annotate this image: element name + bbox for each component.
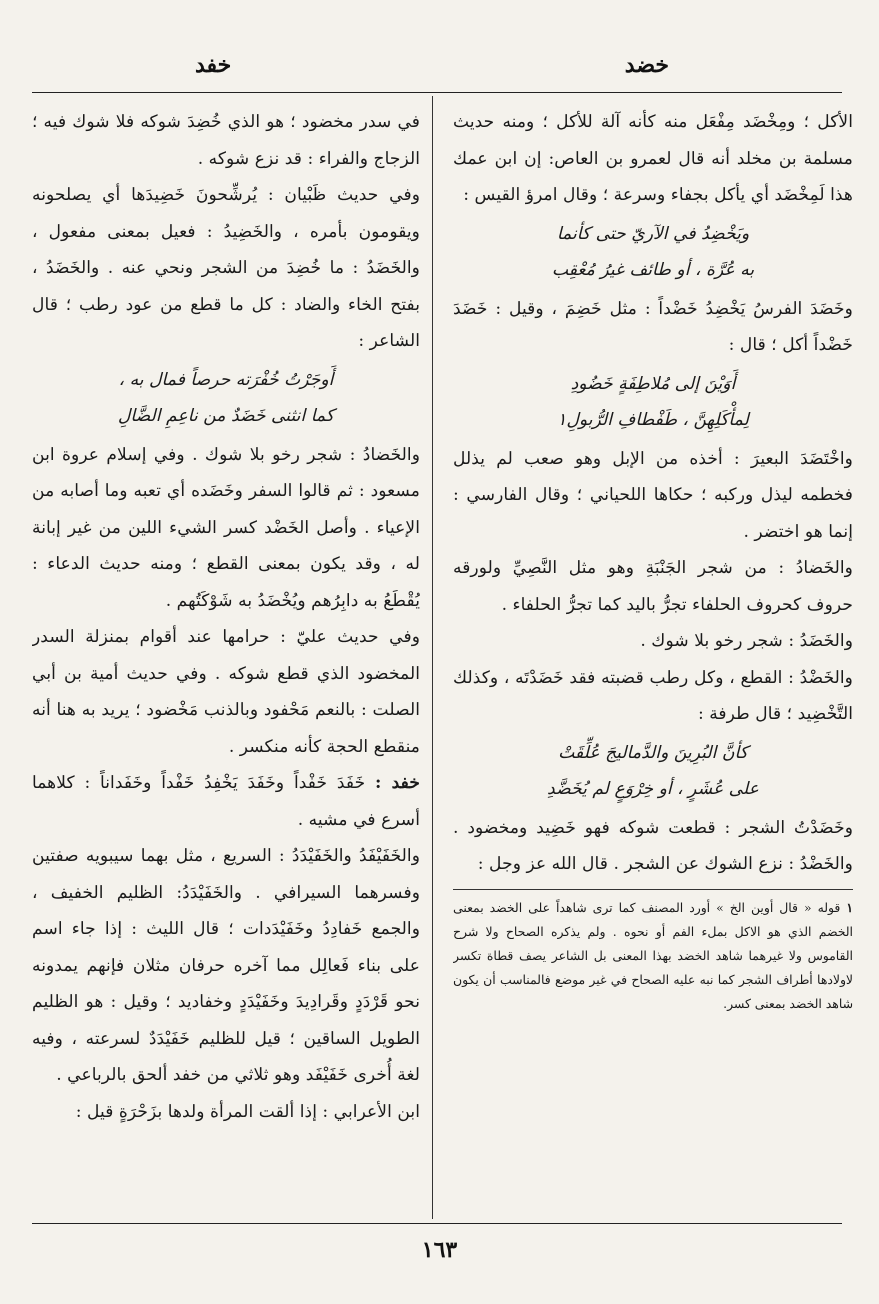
running-head-right: خضد: [624, 52, 669, 78]
paragraph: ابن الأعرابي : إذا ألقت المرأة ولدها بزَحْرَةٍ قيل :: [75, 1101, 420, 1122]
footnote-text: قوله « قال أوين الخ » أورد المصنف كما ترى شاهداً على الخضد بمعنى الخضم الذي هو الاكل بملء الفم أو نحوه . ولم يذكره الصحاح ولا شرح القاموس ولا غيرهما شاهد الخضد بهذا المعنى بل الشاعر يصف قطاة تكسر لاولادها أطراف الشجر كما نبه عليه الصحاح في غير موضع فالمناسب أن يكون شاهد الخضد بمعنى كسر.: [453, 899, 853, 1011]
paragraph: وخَضَدْتُ الشجر : قطعت شوكه فهو خَضِيد ومخضود . والخَضْدُ : نزع الشوك عن الشجر . قال الله عز وجل :: [453, 817, 853, 874]
entry-headword: خفد :: [375, 773, 420, 793]
top-rule: [32, 92, 842, 93]
paragraph: والخَفَيْفَدُ والخَفَيْدَدُ : السريع ، مثل بهما سيبويه صفتين وفسرهما السيرافي . والخَفَيْدَدُ: الظليم الخفيف ، والجمع خَفادِدُ وخَفَيْدَدات ؛ قال الليث : إذا جاء اسم على بناء فَعالِل مما آخره حرفان مثلان فإنهم يمدونه نحو قَرْدَدٍ وقَرادِيدَ وخَفَيْدَدٍ وخفاديد ؛ وقيل : هو الظليم الطويل الساقين ؛ قيل للظليم خَفَيْدَدٌ لسرعته ، وفيه لغة أُخرى خَفَيْفَد وهو ثلاثي من خفد ألحق بالرباعي .: [32, 846, 420, 1085]
paragraph: الأكل ؛ ومِخْضَد مِفْعَل منه كأنه آلة للأكل ؛ ومنه حديث مسلمة بن مخلد أنه قال لعمرو بن العاص: إن ابن عمك هذا لَمِخْضَد أي يأكل بجفاء وسرعة ؛ وقال امرؤ القيس :: [453, 112, 853, 205]
paragraph: وفي حديث ظَبْيان : يُرشِّحونَ خَضِيدَها أي يصلحونه ويقومون بأمره ، والخَضِيدُ : فعيل بمعنى مفعول ، والخَضَدُ : ما خُضِدَ من الشجر ونحي عنه . والخَضَدُ ، بفتح الخاء والضاد : كل ما قطع من عود رطب ؛ قال الشاعر :: [32, 185, 420, 351]
running-head-left: خفد: [195, 52, 232, 78]
paragraph: واخْتَضَدَ البعيرَ : أخذه من الإبل وهو صعب لم يذلل فخطمه ليذل وركبه ؛ حكاها اللحياني ؛ وقال الفارسي : إنما هو اختضر .: [453, 448, 853, 542]
paragraph: والخَضْدُ : القطع ، وكل رطب قضبته فقد خَضَدْتَه ، وكذلك التَّخْضِيد ؛ قال طرفة :: [453, 667, 853, 724]
footnote-rule: [453, 889, 853, 890]
paragraph: وخَضَدَ الفرسُ يَخْضِدُ خَضْداً : مثل خَضِمَ ، وقيل : خَضَدَ خَضْداً أكل ؛ قال :: [453, 298, 853, 355]
verse: [453, 216, 853, 289]
entry-paragraph: [32, 765, 420, 838]
footnote-marker: ١: [846, 899, 853, 915]
verse-line: كأنَّ البُرِينَ والدَّماليجَ عُلِّقَتْ: [558, 742, 748, 763]
entry-text: خَفَدَ خَفْداً وخَفَدَ يَخْفِدُ خَفْداً وخَفَداناً : كلاهما أسرع في مشيه .: [32, 773, 420, 830]
verse-line: على عُشَرٍ ، أو خِرْوَعٍ لم يُخَضَّدِ: [547, 779, 759, 799]
verse-line: لِمأْكَلِهِنَّ ، طَفْطافِ الرُّبولِ١: [557, 410, 749, 430]
verse-line: ويَخْضِدُ في الآريّ حتى كأنما: [556, 223, 750, 244]
verse-line: كما انثنى خَضَدٌ من ناعِمِ الضَّالِ: [117, 406, 335, 426]
footnote: [453, 896, 853, 1016]
right-column: [453, 104, 853, 1212]
paragraph: والخَضادُ : شجر رخو بلا شوك . وفي إسلام عروة ابن مسعود : ثم قالوا السفر وخَضَده أي تعبه وما أصابه من الإعياء . وأصل الخَضْد كسر الشيء اللين من غير إبانة له ، وقد يكون بمعنى القطع ؛ ومنه حديث الدعاء : يُقْطَعُ به دابِرُهم ويُخْضَدُ به شَوْكَتُهم .: [32, 444, 420, 611]
verse: [453, 366, 853, 439]
paragraph: وفي حديث عليّ : حرامها عند أقوام بمنزلة السدر المخضود الذي قطع شوكه . وفي حديث أمية بن أبي الصلت : بالنعم مَحْفود وبالذنب مَخْضود ؛ يريد به هنا أنه منقطع الحجة كأنه منكسر .: [32, 627, 420, 757]
paragraph: والخَضادُ : من شجر الجَنْبَةِ وهو مثل النَّصِيِّ ولورقه حروف كحروف الحلفاء تجرُّ باليد كما تجرُّ الحلفاء .: [453, 558, 853, 615]
bottom-rule: [32, 1223, 842, 1224]
left-column: [32, 104, 420, 1216]
verse-line: أَوَيْنَ إلى مُلاطِفَةٍ خَضُودِ: [570, 373, 736, 394]
paragraph: في سدر مخضود ؛ هو الذي خُضِدَ شوكه فلا شوك فيه ؛ الزجاج والفراء : قد نزع شوكه .: [32, 112, 420, 169]
paragraph: والخَضَدُ : شجر رخو بلا شوك .: [640, 631, 853, 651]
verse: [32, 362, 420, 435]
verse-line: أَوجَرْتُ خُفْرَته حرصاً فمال به ،: [118, 369, 334, 390]
verse-line: به عُرَّة ، أو طائف غيرُ مُعْقِب: [551, 260, 755, 280]
column-divider: [432, 96, 433, 1219]
page-number: ١٦٣: [421, 1237, 458, 1263]
verse: [453, 735, 853, 808]
